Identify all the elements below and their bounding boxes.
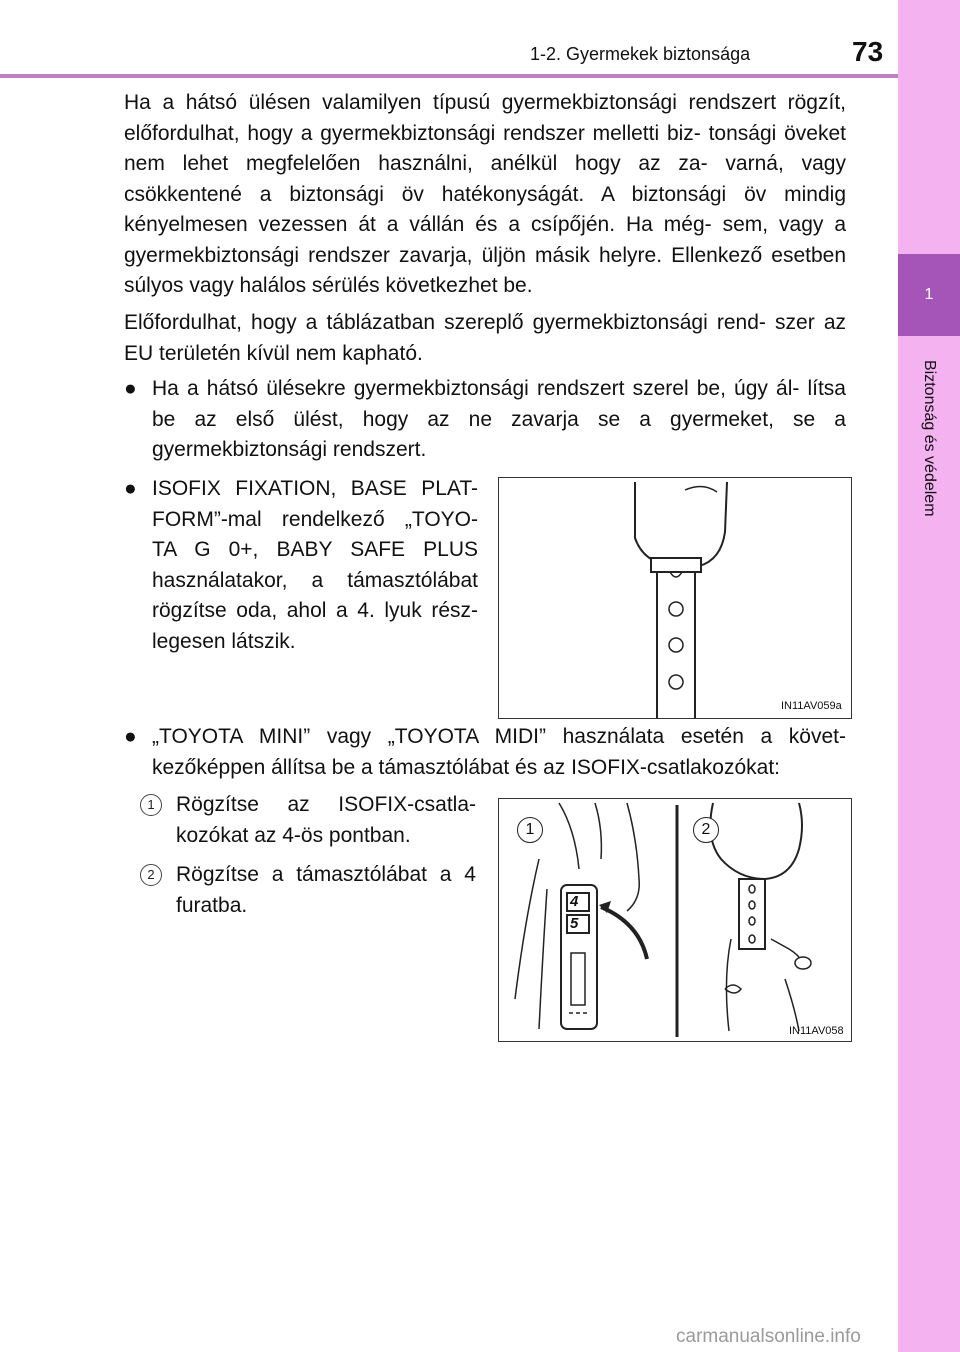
chapter-number: 1: [898, 254, 960, 336]
bullet-icon: ●: [124, 477, 137, 500]
watermark-link[interactable]: carmanualsonline.info: [676, 1326, 861, 1347]
isofix-illustration: [499, 799, 851, 1041]
bullet-text: Ha a hátsó ülésekre gyermekbiztonsági rendszert szerel be, úgy ál- lítsa be az első ülést, hogy az ne zavarja se a gyermeket, se a gyermekbiztonsági rendszert.: [152, 377, 846, 461]
step-text: Rögzítse a támasztólábat a 4 furatba.: [176, 863, 476, 917]
page-number: 73: [852, 36, 884, 67]
step-number-badge: 1: [140, 794, 162, 816]
bullet-icon: ●: [124, 377, 137, 400]
running-head: 1-2. Gyermekek biztonsága: [530, 44, 751, 64]
figure-code: IN11AV059a: [781, 700, 842, 712]
bullet-text: ISOFIX FIXATION, BASE PLAT- FORM”-mal rendelkező „TOYO- TA G 0+, BABY SAFE PLUS használatakor, a támasztólábat rögzítse oda, ahol a 4. lyuk rész- legesen látszik.: [152, 477, 478, 653]
figure-isofix-and-leg: [498, 798, 852, 1042]
figure-support-leg-holes: [498, 477, 852, 719]
chapter-side-tab: [898, 0, 960, 1352]
callout-1: 1: [517, 817, 543, 843]
chapter-title: Biztonság és védelem: [921, 360, 938, 517]
header-rule: [0, 74, 898, 78]
bullet-text: „TOYOTA MINI” vagy „TOYOTA MIDI” használata esetén a követ- kezőképpen állítsa be a támasztólábat és az ISOFIX-csatlakozókat:: [152, 725, 846, 779]
paragraph-seatbelt-warning: Ha a hátsó ülésen valamilyen típusú gyermekbiztonsági rendszert rögzít, előfordulhat, hogy a gyermekbiztonsági rendszer melletti biz- tonsági öveket nem lehet megfelelően használni, anélkül hogy az za- varná, vagy csökkentené a biztonsági öv hatékonyságát. A biztonsági öv mindig kényelmesen vezessen át a vállán és a csípőjén. Ha még- sem, vagy a gyermekbiztonsági rendszer zavarja, üljön másik helyre. Ellenkező esetben súlyos vagy halálos sérülés következhet be.: [124, 91, 846, 297]
point-label-5: 5: [570, 915, 579, 932]
support-leg-illustration: [499, 478, 851, 718]
paragraph-availability: Előfordulhat, hogy a táblázatban szereplő gyermekbiztonsági rend- szer az EU területén kívül nem kapható.: [124, 311, 846, 365]
point-label-4: 4: [570, 893, 579, 910]
callout-2: 2: [693, 817, 719, 843]
step-number-badge: 2: [140, 864, 162, 886]
figure-code: IN11AV058: [789, 1025, 844, 1037]
step-text: Rögzítse az ISOFIX-csatla- kozókat az 4-ös pontban.: [176, 793, 476, 847]
bullet-icon: ●: [124, 725, 137, 748]
